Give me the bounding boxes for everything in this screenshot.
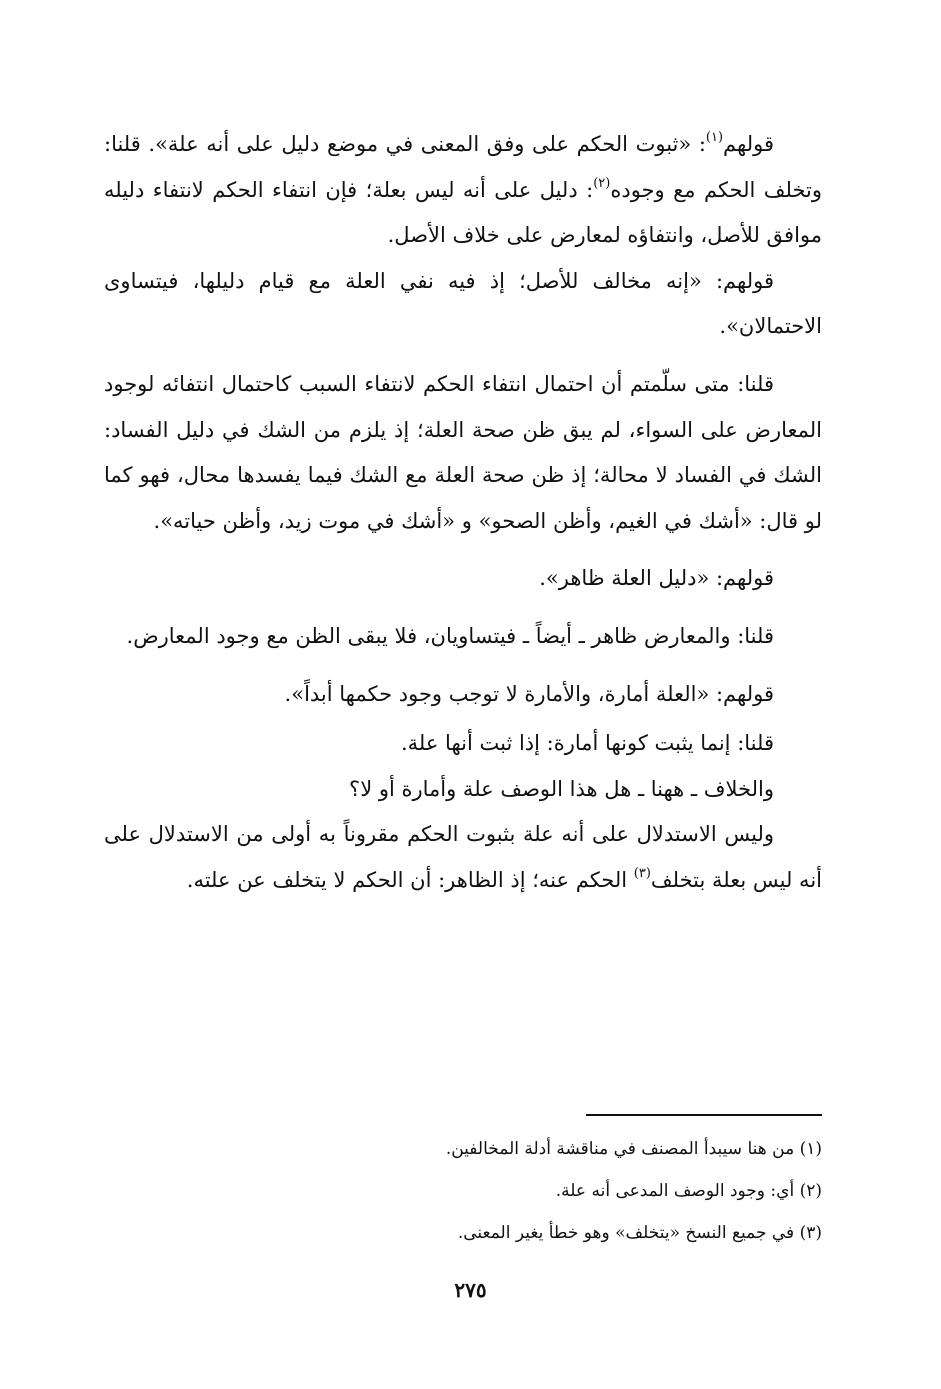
footnote-3: (٣) في جميع النسخ «يتخلف» وهو خطأ يغير المعنى. — [457, 1223, 822, 1243]
paragraph-4: قولهم: «دليل العلة ظاهر». — [539, 566, 774, 591]
paragraph-8: والخلاف ـ ههنا ـ هل هذا الوصف علة وأمارة أو لا؟ — [349, 776, 774, 801]
paragraph-1 — [104, 122, 822, 259]
paragraph-2: قولهم: «إنه مخالف للأصل؛ إذ فيه نفي العلة مع قيام دليلها، فيتساوى الاحتمالان». — [104, 268, 822, 339]
footnote-ref-2[interactable]: (٢) — [593, 175, 611, 191]
main-text — [104, 122, 822, 904]
footnote-2: (٢) أي: وجود الوصف المدعى أنه علة. — [555, 1181, 822, 1201]
paragraph-9 — [104, 812, 822, 903]
paragraph-1-mid: : «ثبوت الحكم على وفق المعنى في موضع دليل على أنه علة». قلنا: وتخلف الحكم مع وجوده — [104, 132, 822, 202]
page-number: ٢٧٥ — [454, 1278, 487, 1302]
footnote-1: (١) من هنا سيبدأ المصنف في مناقشة أدلة المخالفين. — [445, 1139, 822, 1159]
paragraph-1-post: : دليل على أنه ليس بعلة؛ فإن انتفاء الحكم لانتفاء دليله موافق للأصل، وانتفاؤه لمعارض على خلاف الأصل. — [104, 177, 822, 248]
paragraph-7: قلنا: إنما يثبت كونها أمارة: إذا ثبت أنها علة. — [400, 731, 774, 756]
footnote-ref-3[interactable]: (٣) — [633, 865, 651, 881]
paragraph-5: قلنا: والمعارض ظاهر ـ أيضاً ـ فيتساويان، فلا يبقى الظن مع وجود المعارض. — [126, 623, 774, 648]
paragraph-1-pre: قولهم — [723, 132, 774, 156]
paragraph-9-post: الحكم عنه؛ إذ الظاهر: أن الحكم لا يتخلف عن علته. — [186, 867, 634, 892]
footnote-ref-1[interactable]: (١) — [705, 130, 724, 145]
footnote-divider — [586, 1114, 822, 1116]
paragraph-9-pre: وليس الاستدلال على أنه علة بثبوت الحكم مقروناً به أولى من الاستدلال على أنه ليس بعلة بتخلف — [104, 822, 822, 892]
footnotes — [104, 1128, 822, 1254]
paragraph-6: قولهم: «العلة أمارة، والأمارة لا توجب وجود حكمها أبداً». — [284, 681, 774, 706]
paragraph-3: قلنا: متى سلّمتم أن احتمال انتفاء الحكم لانتفاء السبب كاحتمال انتفائه لوجود المعارض على السواء، لم يبق ظن صحة العلة؛ إذ يلزم من الشك في دليل الفساد: الشك في الفساد لا محالة؛ إذ ظن صحة العلة مع الشك فيما يفسدها محال، فهو كما لو قال: «أشك في الغيم، وأظن الصحو» و «أشك في موت زيد، وأظن حياته». — [104, 371, 822, 533]
